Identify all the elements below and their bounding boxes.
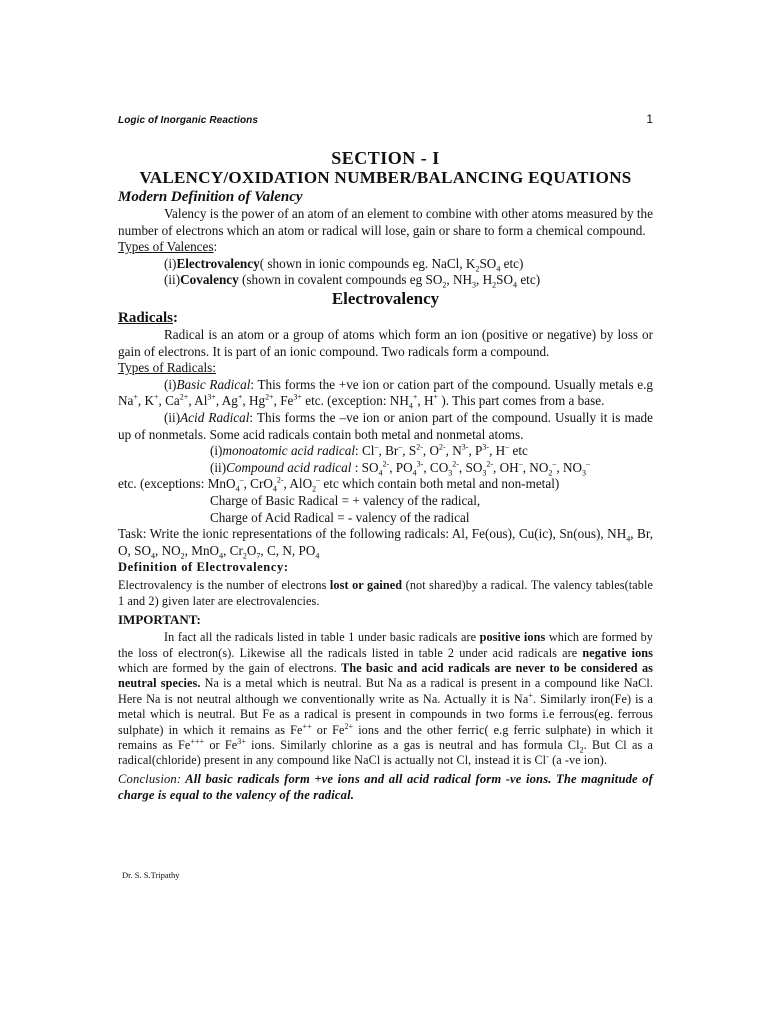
radicals-heading: Radicals: bbox=[118, 309, 179, 326]
definition-body: Electrovalency is the number of electrons lost or gained (not shared)by a radical. The valency tables(table 1 and 2) given later are electrovalencies. bbox=[118, 578, 653, 608]
compound-radical-line: (ii)Compound acid radical : $SO_4^{2-}$, $PO_4^{3-}$, $CO_3^{2-}$, $SO_3^{2-}$, OH–, $NO_2^-$, $NO_3^-$ bbox=[210, 459, 591, 478]
section-title: SECTION - I bbox=[331, 148, 440, 168]
acid-radical-term: Acid Radical bbox=[180, 409, 250, 425]
modern-definition-heading: Modern Definition of Valency bbox=[118, 189, 303, 205]
document-page bbox=[118, 112, 653, 803]
modern-definition-body: Valency is the power of an atom of an element to combine with other atoms measured by the number of electrons which an atom or radical will lose, gain or share to form a chemical compound. bbox=[118, 206, 653, 238]
section-subtitle: VALENCY/OXIDATION NUMBER/BALANCING EQUATIONS bbox=[139, 168, 632, 187]
basic-radical-term: Basic Radical bbox=[176, 376, 251, 392]
footer-author: Dr. S. S.Tripathy bbox=[122, 870, 180, 880]
types-of-valences-label: Types of Valences bbox=[118, 239, 214, 255]
running-title: Logic of Inorganic Reactions bbox=[118, 115, 259, 126]
electrovalency-heading: Electrovalency bbox=[331, 288, 440, 308]
charge-basic-line: Charge of Basic Radical = + valency of the radical, bbox=[210, 492, 481, 508]
charge-acid-line: Charge of Acid Radical = - valency of the radical bbox=[210, 509, 470, 525]
page-number: 1 bbox=[646, 112, 653, 126]
important-heading: IMPORTANT: bbox=[118, 612, 201, 628]
page-header bbox=[118, 112, 653, 126]
important-body: In fact all the radicals listed in table 1 under basic radicals are positive ions which are formed by the loss of electron(s). Likewise all the radicals listed in table 2 under acid radicals are negative ions which are formed by the gain of electrons. The basic and acid radicals are never to be considered as neutral species. Na is a metal which is neutral. But Na as a radical is present in a compound like NaCl. Here Na is not neutral although we conventionally write as Na. Actually it is Na+. Similarly iron(Fe) is a metal which is neutral. But Fe as a radical is present in compounds in two forms i.e ferrous(eg. ferrous sulphate) in which it remains as Fe++ or $Fe^{2+}$ ions and the other ferric( e.g ferric sulphate) in which it remains as Fe+++ or $Fe^{3+}$ ions. Similarly chlorine as a gas is neutral and has formula $Cl_2$. But Cl as a radical(chloride) present in any compound like NaCl is actually not Cl, instead it is Cl- (a -ve ion). bbox=[118, 630, 654, 768]
acid-radical-paragraph: (ii)Acid Radical: This forms the –ve ion or anion part of the compound. Usually it is made up of nonmetals. Some acid radicals contain both metal and nonmetal atoms. bbox=[118, 409, 653, 442]
types-of-radicals-heading: Types of Radicals: bbox=[118, 360, 216, 376]
electrovalency-term: Electrovalency bbox=[176, 255, 260, 271]
covalency-item: (ii)Covalency (shown in covalent compounds eg $SO_2$, $NH_3$, $H_2SO_4$ etc) bbox=[164, 272, 541, 291]
monoatomic-radical-line: (i)monoatomic acid radical: Cl–, Br–, $S^{2-}$, $O^{2-}$, $N^{3-}$, $P^{3-}$, H– etc bbox=[210, 442, 528, 459]
definition-heading: Definition of Electrovalency: bbox=[118, 560, 289, 575]
basic-radical-paragraph: (i)Basic Radical: This forms the +ve ion or cation part of the compound. Usually metals e.g Na+, K+, $Ca^{2+}$, $Al^{3+}$, Ag+, $Hg^{2+}$, $Fe^{3+}$ etc. (exception: $NH_4^+$, H+ ). This part comes from a base. bbox=[118, 376, 653, 411]
task-paragraph: Task: Write the ionic representations of the following radicals: Al, Fe(ous), Cu(ic), Sn(ous), $NH_4$, Br, O, $SO_4$, $NO_2$, MnO$_4$, $Cr_2O_7$, C, N, $PO_4$ bbox=[118, 526, 653, 561]
radicals-body: Radical is an atom or a group of atoms which form an ion (positive or negative) by loss or gain of electrons. It is part of an ionic compound. Two radicals form a compound. bbox=[118, 326, 653, 359]
exceptions-line: etc. (exceptions: MnO$_4$–, CrO$_4^{2-}$, AlO$_2$– etc which contain both metal and non-metal) bbox=[118, 475, 560, 494]
conclusion-paragraph: Conclusion: All basic radicals form +ve ions and all acid radical form -ve ions. The magnitude of charge is equal to the valency of the radical. bbox=[118, 771, 653, 802]
covalency-term: Covalency bbox=[180, 272, 239, 288]
electrovalency-item: (i)Electrovalency( shown in ionic compounds eg. NaCl, $K_2SO_4$ etc) bbox=[164, 255, 524, 274]
types-of-valences-heading: Types of Valences: bbox=[118, 239, 218, 255]
